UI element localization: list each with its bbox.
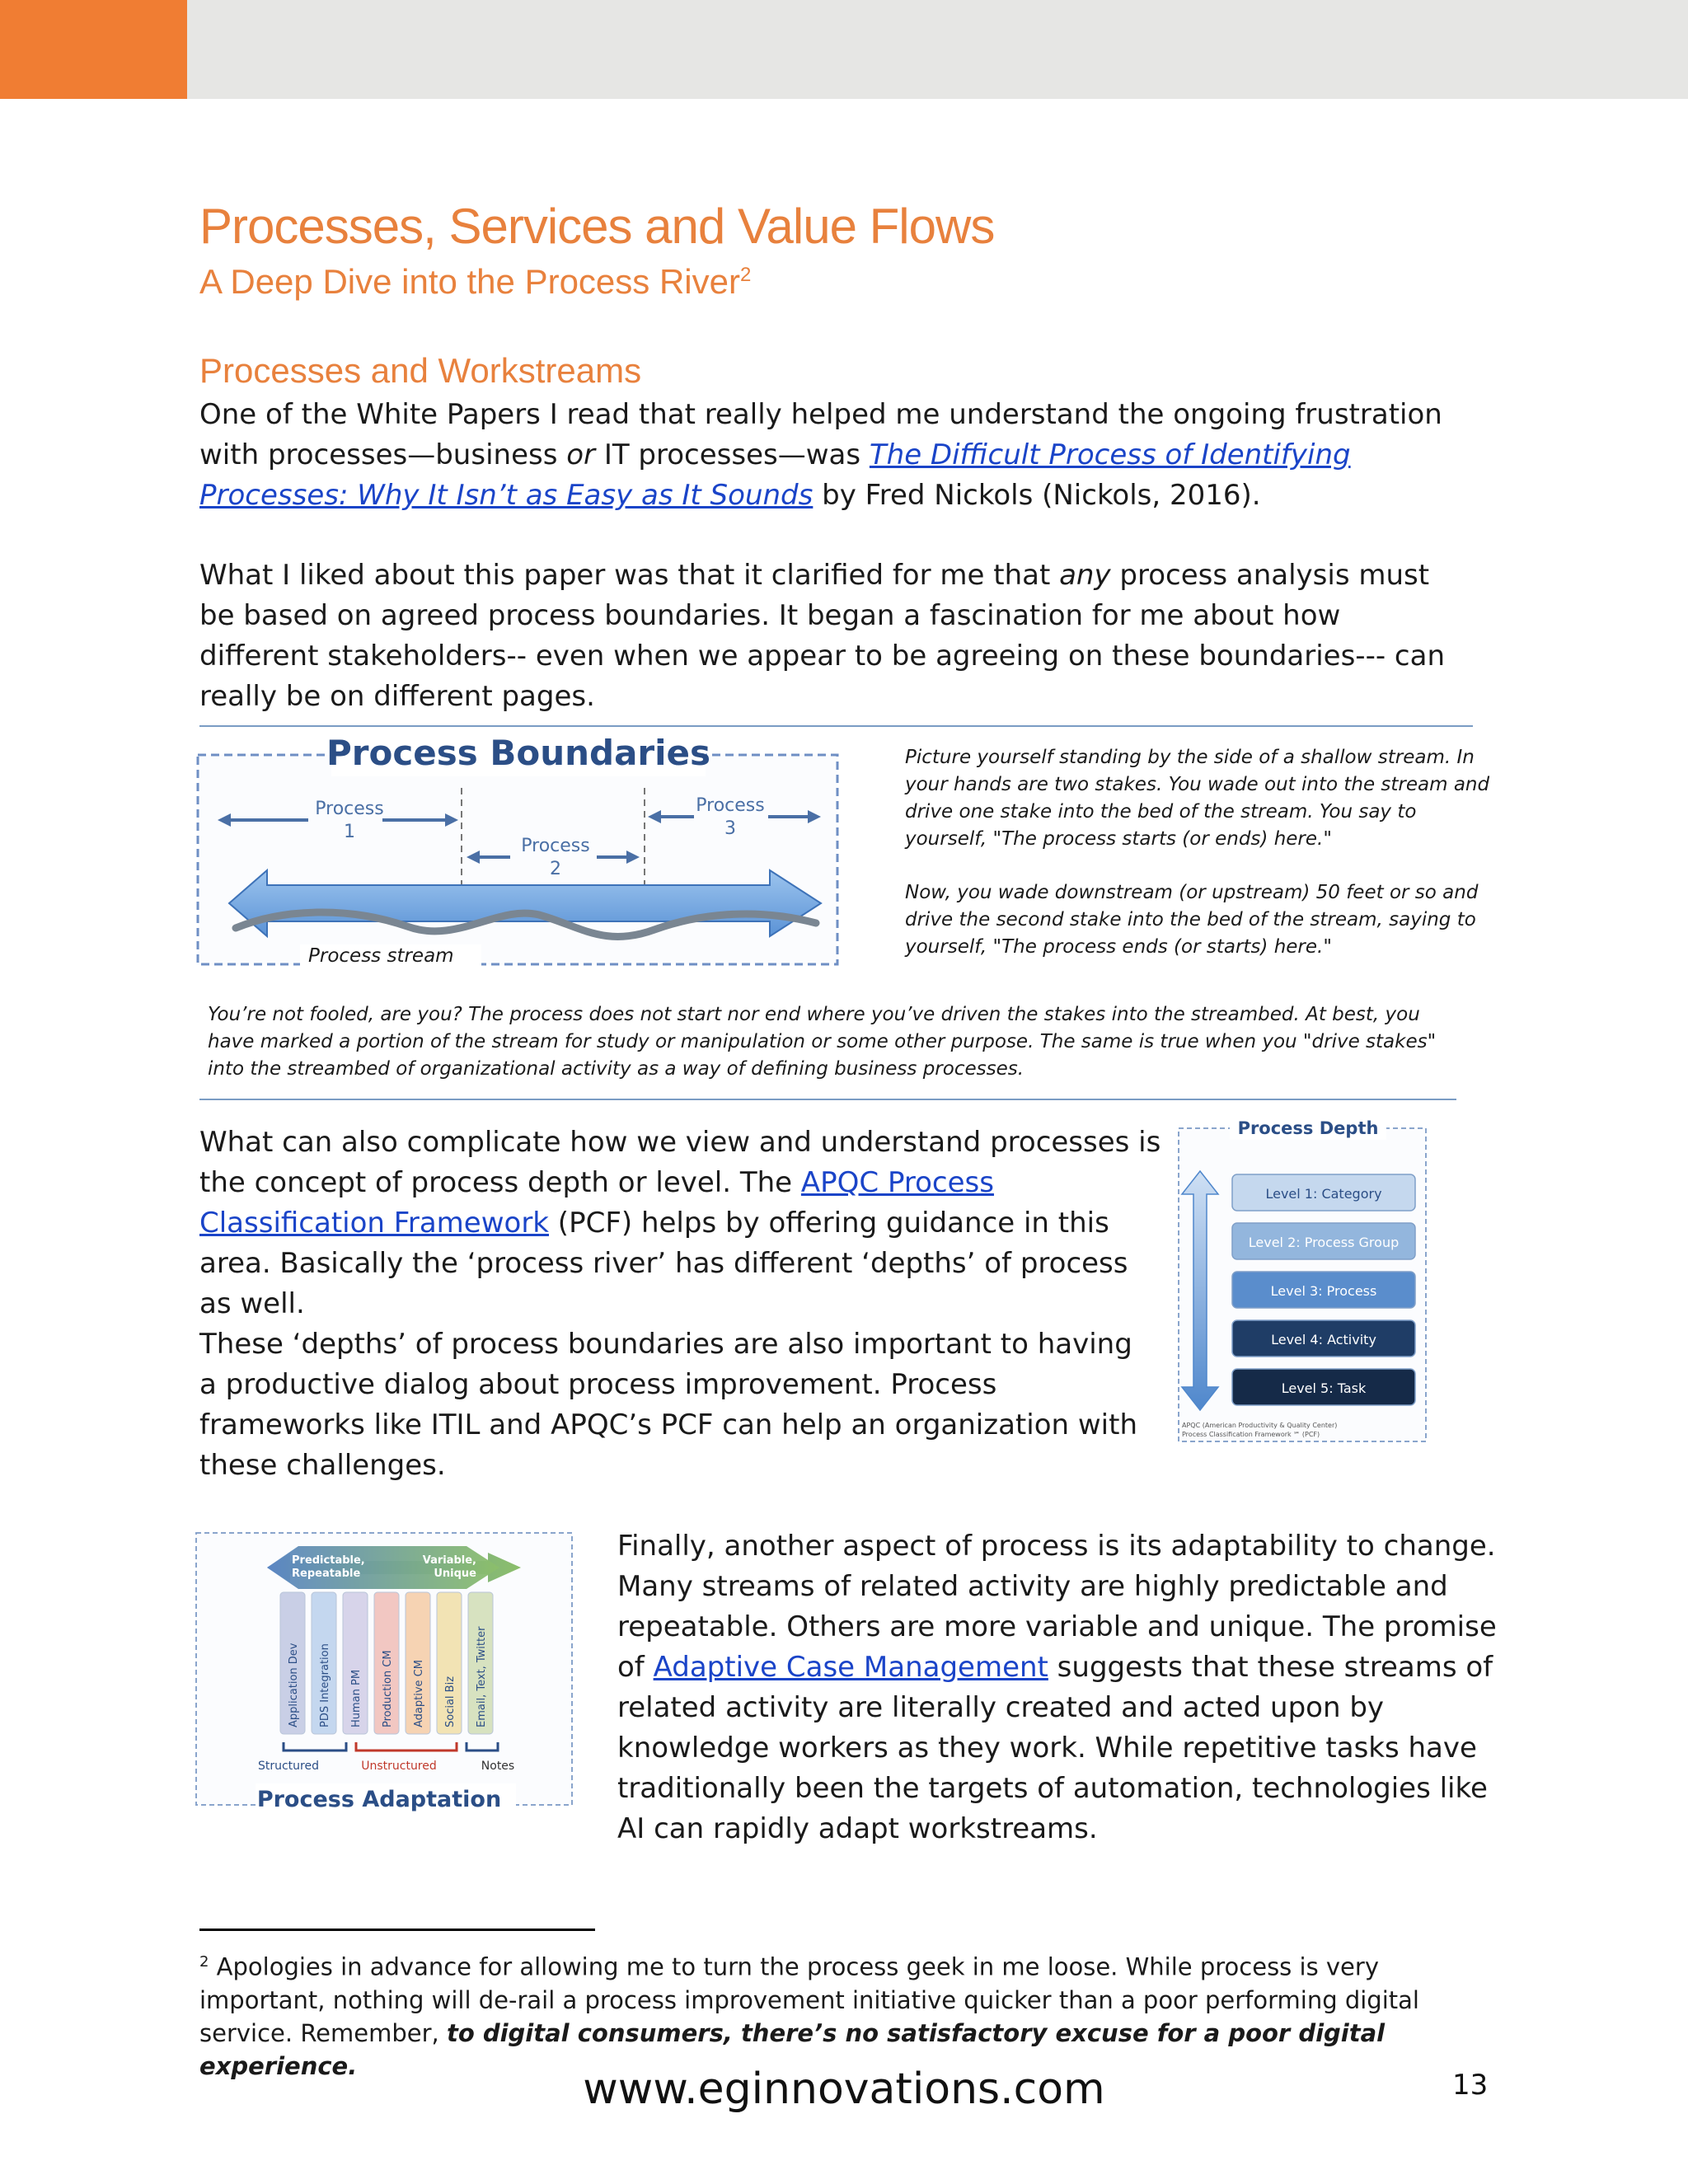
arrow-right-line-2: Unique (434, 1568, 476, 1580)
process-depth-figure (1170, 1108, 1467, 1451)
page-number: 13 (1452, 2069, 1489, 2102)
depth-source-line-2: Process Classification Framework ℠ (PCF) (1182, 1431, 1320, 1438)
arrow-left-line-1: Predictable, (292, 1554, 365, 1567)
box-bottom-rule (199, 1099, 1456, 1100)
para1-text-middle: IT processes—was (595, 438, 870, 471)
process-2-label: Process (521, 836, 590, 856)
footnote-separator (199, 1929, 595, 1931)
process-1-label: Process (315, 799, 384, 819)
figure-title: Process Boundaries (326, 733, 711, 773)
paragraph-5 (617, 1526, 1499, 1849)
subtitle-text: A Deep Dive into the Process River (199, 262, 740, 301)
arrow-left-line-2: Repeatable (292, 1568, 361, 1580)
depth-level-2-label: Level 2: Process Group (1248, 1235, 1400, 1250)
paragraph-1 (199, 395, 1493, 516)
section-heading: Processes and Workstreams (199, 351, 642, 390)
adaptation-column-7-label: Email, Text, Twitter (476, 1626, 488, 1727)
header-accent-bar (0, 0, 187, 99)
process-3-label: Process (696, 795, 765, 816)
figure-frame (198, 755, 837, 964)
nickols-paper-link[interactable]: The Difficult Process of Identifying Processes: Why It Isn’t as Easy as It Sounds (199, 438, 1351, 512)
bracket-notes-label: Notes (481, 1760, 515, 1773)
adaptation-column-2-label: PDS Integration (319, 1643, 331, 1727)
process-1-number: 1 (344, 822, 355, 842)
para1-text: One of the White Papers I read that really helped me understand the ongoing frustration with processes—business (199, 398, 1442, 471)
arrow-right-line-1: Variable, (422, 1554, 476, 1567)
adaptation-column-4-label: Production CM (382, 1650, 394, 1727)
depth-source-line-1: APQC (American Productivity & Quality Center) (1182, 1422, 1338, 1429)
footnote-mark: 2 (199, 1953, 209, 1971)
adaptation-column-1-label: Application Dev (288, 1643, 300, 1727)
process-3-number: 3 (724, 818, 736, 839)
adaptation-title: Process Adaptation (256, 1787, 502, 1812)
footnote-emphasis: to digital consumers, there’s no satisfactory excuse for a poor digital experience. (199, 2018, 1386, 2080)
footnote-reference[interactable]: 2 (739, 264, 752, 286)
adaptive-case-management-link[interactable]: Adaptive Case Management (653, 1651, 1048, 1684)
para3-text-end: (PCF) helps by offering guidance in this area. Basically the ‘process river’ has different ‘depths’ of process as well. (199, 1207, 1128, 1320)
adaptation-column-6-label: Social Biz (444, 1675, 457, 1727)
para5-text: Finally, another aspect of process is its adaptability to change. Many streams of related activity are highly predictable and repeatable. Others are more variable and unique. The promise of (617, 1530, 1497, 1684)
para2-text: What I liked about this paper was that it clarified for me that (199, 559, 1060, 592)
box-top-rule (199, 725, 1473, 727)
paragraph-3 (199, 1122, 1164, 1324)
stream-label: Process stream (308, 945, 454, 967)
stream-quote-conclusion: You’re not fooled, are you? The process does not start nor end where you’ve driven the stakes into the streambed. At best, you have marked a portion of the stream for study or manipulation or some other purpose. The same is true when you "drive stakes" into the streambed of organizational activity as a way of defining business processes. (208, 1004, 1437, 1080)
depth-level-4-label: Level 4: Activity (1271, 1332, 1376, 1347)
para1-italic: or (566, 438, 596, 471)
para2-italic: any (1059, 559, 1111, 592)
stream-quote-2: Now, you wade downstream (or upstream) 50 feet or so and drive the second stake into the bed of the stream, saying to yourself, "The process ends (or starts) here." (905, 882, 1479, 958)
bracket-unstructured-label: Unstructured (361, 1760, 437, 1773)
depth-level-1-label: Level 1: Category (1265, 1186, 1382, 1202)
para1-text-end: by Fred Nickols (Nickols, 2016). (813, 479, 1261, 512)
adaptation-column-5-label: Adaptive CM (413, 1660, 425, 1727)
process-2-number: 2 (550, 859, 561, 879)
footnote (199, 1946, 1485, 2083)
paragraph-4: These ‘depths’ of process boundaries are also important to having a productive dialog about process improvement. Process frameworks like ITIL and APQC’s PCF can help an organization with these challenges. (199, 1328, 1137, 1482)
apqc-pcf-link[interactable]: APQC Process Classification Framework (199, 1166, 994, 1240)
bracket-structured-label: Structured (257, 1760, 320, 1773)
depth-level-5-label: Level 5: Task (1281, 1380, 1367, 1396)
para2-text-end: process analysis must be based on agreed process boundaries. It began a fascination for me about how different stakeholders-- even when we appear to be agreeing on these boundaries--- can really be on different pages. (199, 559, 1445, 713)
depth-level-3-label: Level 3: Process (1270, 1283, 1377, 1299)
para5-text-end: suggests that these streams of related activity are literally created and acted upon by knowledge workers as they work. While repetitive tasks have traditionally been the targets of automation, technologies like AI can rapidly adapt workstreams. (617, 1651, 1493, 1845)
header-bar (187, 0, 1688, 99)
process-adaptation-figure (191, 1526, 579, 1820)
para3-text: What can also complicate how we view and understand processes is the concept of process depth or level. The (199, 1126, 1161, 1199)
adaptation-column-3-label: Human PM (350, 1669, 363, 1727)
footnote-text: Apologies in advance for allowing me to turn the process geek in me loose. While process is very important, nothing will de-rail a process improvement initiative quicker than a poor performing digital service. Remember, (199, 1952, 1419, 2047)
process-boundaries-figure (193, 732, 844, 969)
page-subtitle (199, 262, 751, 302)
paragraph-2 (199, 555, 1452, 717)
depth-title: Process Depth (1237, 1118, 1379, 1138)
page-title: Processes, Services and Value Flows (199, 199, 995, 254)
footer-url[interactable]: www.eginnovations.com (583, 2064, 1105, 2114)
stream-quote-1: Picture yourself standing by the side of a shallow stream. In your hands are two stakes. You wade out into the stream and drive one stake into the bed of the stream. You say to yourself, "The process starts (or ends) here." (905, 747, 1490, 850)
